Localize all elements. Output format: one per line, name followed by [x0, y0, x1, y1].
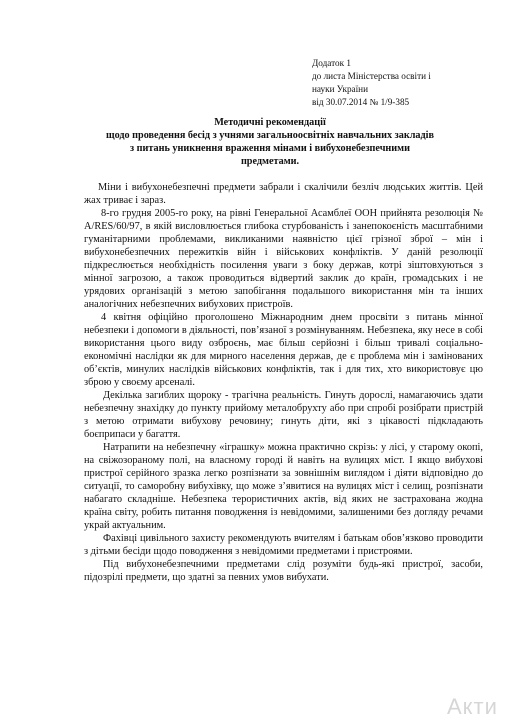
- paragraph: Міни і вибухонебезпечні предмети забрали і скалічили безліч людських життів. Цей жах триває і зараз.: [84, 182, 483, 207]
- addendum-block: [312, 57, 482, 109]
- addendum-line: науки України: [312, 84, 369, 94]
- document-body: [84, 181, 483, 584]
- document-title: [60, 116, 480, 168]
- paragraph: 4 квітня офіційно проголошено Міжнародним днем просвіти з питань мінної небезпеки і допомоги в діяльності, пов’язаної з розмінуванням. Небезпека, яку несе в собі використання цього виду озброєнь, має більш серйозні і більш тривалі соціально-економічні наслідки як для мирного населення держав, де є проблема мін і замінованих об’єктів, минулих наслідків військових конфліктів, так і для тих, хто використовує цю зброю у своєму арсеналі.: [84, 312, 483, 389]
- paragraph: Фахівці цивільного захисту рекомендують вчителям і батькам обов’язково проводити з дітьми бесіди щодо поводження з невідомими предметами і пристроями.: [84, 533, 483, 558]
- addendum-line: від 30.07.2014 № 1/9-385: [312, 97, 410, 107]
- activation-watermark: Акти: [447, 694, 498, 719]
- paragraph: Декілька загиблих щороку - трагічна реальність. Гинуть дорослі, намагаючись здати небезпечну знахідку до пункту прийому металобрухту або при спробі розібрати пристрій з метою отримати вибухову речовину; гинуть діти, які з цікавості підкладають боєприпаси у багаття.: [84, 390, 483, 441]
- title-line: з питань уникнення враження мінами і вибухонебезпечними: [130, 143, 410, 154]
- paragraph: Під вибухонебезпечними предметами слід розуміти будь-які пристрої, засоби, підозрілі предмети, що здатні за певних умов вибухати.: [84, 559, 483, 584]
- title-line: Методичні рекомендації: [214, 117, 326, 128]
- paragraph: 8-го грудня 2005-го року, на рівні Генеральної Асамблеї ООН прийнята резолюція № A/RES/60/97, в якій висловлюється глибока стурбованість і занепокоєність масштабними гуманітарними проблемами, викликаними наявністю цієї грізної зброї – мін і вибухонебезпечних пережитків війн і військових конфліктів. У даній резолюції підкреслюється необхідність посилення уваги з боку держав, котрі зіштовхуються з мінної загрозою, а також проводиться відвертий заклик до країн, громадських і не урядових організацій з метою запобігання подальшого використання мін та інших аналогічних небезпечних вибухових пристроїв.: [84, 208, 483, 311]
- title-line: щодо проведення бесід з учнями загальноосвітніх навчальних закладів: [105, 130, 434, 141]
- addendum-line: Додаток 1: [312, 58, 351, 68]
- title-line: предметами.: [240, 156, 300, 167]
- addendum-line: до листа Міністерства освіти і: [312, 71, 431, 81]
- paragraph: Натрапити на небезпечну «іграшку» можна практично скрізь: у лісі, у старому окопі, на свіжозораному полі, на власному городі й навіть на вулицях міст. І якщо вибухові пристрої серійного зразка легко розпізнати за зовнішнім виглядом і діяти відповідно до ситуації, то саморобну вибухівку, що може з’явитися на вулицях міст і селищ, розпізнати набагато складніше. Небезпека терористичних актів, від яких не застрахована жодна країна світу, робить питання поводження із невідомими, залишеними без догляду речами украй актуальним.: [84, 442, 483, 532]
